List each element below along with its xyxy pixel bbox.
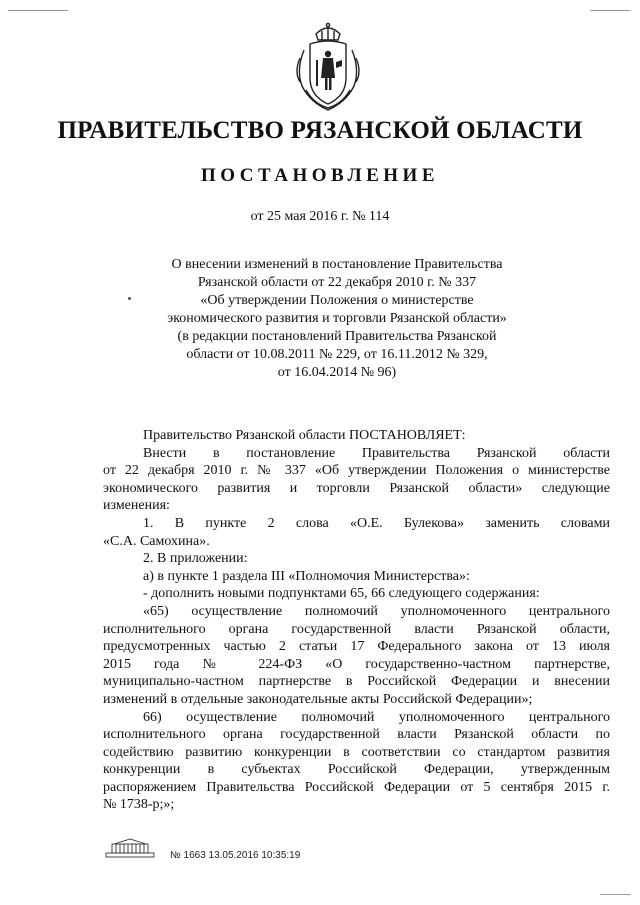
document-body: [103, 427, 610, 814]
scan-artifact: [128, 297, 131, 300]
document-subject: [148, 256, 526, 382]
subject-line: «Об утверждении Положения о министерстве: [200, 293, 474, 308]
scan-artifact: [590, 10, 630, 11]
body-line: 2. В приложении:: [143, 551, 248, 567]
body-line: содействию развитию конкуренции в соответствии со стандартом развития: [103, 744, 610, 760]
body-line: предусмотренных частью 2 статьи 17 Федерального закона от 13 июля: [103, 639, 610, 655]
document-type: ПОСТАНОВЛЕНИЕ: [200, 165, 440, 186]
body-line: изменения:: [103, 498, 170, 514]
subject-line: Рязанской области от 22 декабря 2010 г. № 337: [197, 275, 477, 290]
body-line: изменений в отдельные законодательные акты Российской Федерации»;: [103, 691, 533, 707]
body-line: 1. В пункте 2 слова «О.Е. Булекова» заменить словами: [143, 515, 610, 531]
body-line: 2015 года № 224-ФЗ «О государственно-частном партнерстве,: [103, 656, 610, 672]
body-line: муниципально-частном партнерстве в Российской Федерации и внесении: [103, 674, 610, 690]
body-line: экономического развития и торговли Рязанской области» следующие: [103, 480, 610, 496]
body-line: Внести в постановление Правительства Рязанской области: [143, 445, 610, 461]
body-line: - дополнить новыми подпунктами 65, 66 следующего содержания:: [143, 586, 540, 602]
document-date-number: от 25 мая 2016 г. № 114: [250, 209, 390, 224]
body-line: от 22 декабря 2010 г. № 337 «Об утверждении Положения о министерстве: [103, 463, 610, 479]
body-line: 66) осуществление полномочий уполномоченного центрального: [143, 709, 610, 725]
government-title: ПРАВИТЕЛЬСТВО РЯЗАНСКОЙ ОБЛАСТИ: [57, 117, 583, 144]
body-line: «С.А. Самохина».: [103, 533, 210, 549]
body-line: а) в пункте 1 раздела III «Полномочия Министерства»:: [143, 568, 470, 584]
body-line: конкуренции в субъектах Российской Федерации, утвержденным: [103, 762, 610, 778]
subject-line: от 16.04.2014 № 96): [277, 365, 397, 380]
subject-line: экономического развития и торговли Рязанской области»: [167, 311, 507, 326]
subject-line: области от 10.08.2011 № 229, от 16.11.2012 № 329,: [186, 347, 488, 362]
body-line: исполнительного органа государственной власти Рязанской области,: [103, 621, 610, 637]
body-line: Правительство Рязанской области ПОСТАНОВЛЯЕТ:: [143, 428, 466, 443]
subject-line: (в редакции постановлений Правительства Рязанской: [177, 329, 497, 344]
subject-line: О внесении изменений в постановление Правительства: [171, 257, 503, 272]
building-stamp-icon: [104, 838, 156, 858]
body-line: исполнительного органа государственной власти Рязанской области по: [103, 727, 610, 743]
scan-artifact: [8, 10, 68, 11]
registration-stamp: № 1663 13.05.2016 10:35:19: [170, 850, 301, 861]
body-line: «65) осуществление полномочий уполномоченного центрального: [143, 603, 610, 619]
coat-of-arms-emblem: [288, 20, 368, 114]
scan-artifact: [600, 894, 630, 895]
body-line: № 1738-р;»;: [103, 797, 175, 813]
body-line: распоряжением Правительства Российской Федерации от 5 сентября 2015 г.: [103, 779, 610, 795]
